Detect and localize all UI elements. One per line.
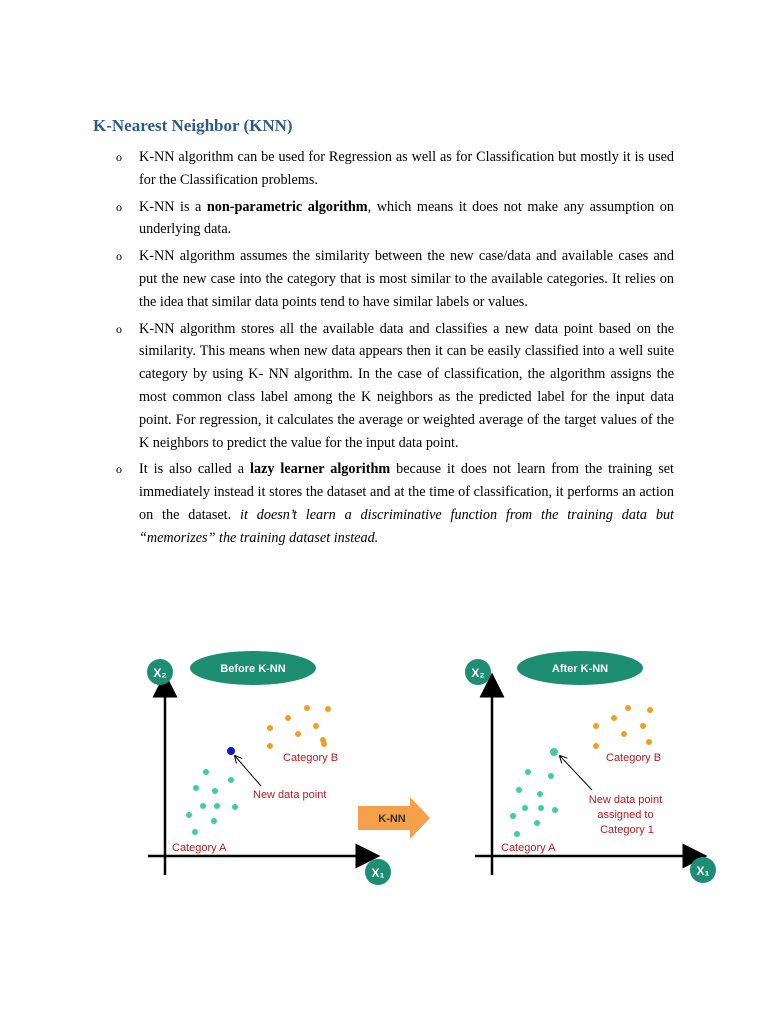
assigned-point-label: New data point assigned to Category 1 [588,794,663,836]
bullet-text: It is also called a [139,461,251,478]
category-a-points [510,769,558,837]
y-axis-badge [147,659,173,685]
bullet-marker: o [116,199,122,214]
svg-text:X₂: X₂ [471,666,485,680]
bullet-marker: o [116,321,122,336]
list-item [114,146,674,192]
section-heading: K-Nearest Neighbor (KNN) [93,116,293,135]
list-item [114,196,674,242]
knn-transition-arrow [358,797,430,839]
italic-text: it doesn’t learn a discriminative function from the training data but “memorizes” the training dataset instead. [139,506,674,546]
svg-text:X₂: X₂ [153,666,167,680]
right-panel [465,651,716,883]
bullet-marker: o [116,462,122,477]
category-a-label: Category A [501,842,556,854]
arrow-label: K-NN [378,813,406,825]
panel-title-badge [517,651,643,685]
svg-text:X₁: X₁ [371,866,385,880]
bullet-marker: o [116,249,122,264]
bullet-text: , which means it does not make any assumption on underlying data. [139,198,674,238]
new-data-point [227,747,235,755]
bullet-marker: o [116,150,122,164]
bullet-text: K-NN algorithm assumes the similarity between the new case/data and available cases and put the new case into the category that is most similar to the available categories. It relies on the idea that similar data points tend to have similar labels or values. [139,248,674,310]
x-axis-badge [365,859,391,885]
left-panel [147,651,391,885]
bold-term: lazy learner algorithm [250,461,391,478]
list-item [114,458,674,549]
category-b-label: Category B [606,752,662,764]
bullet-text: K-NN algorithm stores all the available data and classifies a new data point based on the similarity. This means when new data appears then it can be easily classified into a well suite category by using K- NN algorithm. In the case of classification, the algorithm assigns the most common class label among the K neighbors as the predicted label for the input data point. For regression, it calculates the average or weighted average of the target values of the K neighbors to predict the value for the input data point. [139,320,674,451]
pointer-arrow [560,756,592,790]
list-item [114,318,674,455]
y-axis-badge [465,659,491,685]
knn-figure [140,640,730,895]
bold-term: non-parametric algorithm [206,198,368,215]
x-axis-badge [690,857,716,883]
pointer-arrow [235,756,261,786]
category-a-label: Category A [172,842,227,854]
new-data-point-assigned [550,748,558,756]
category-b-label: Category B [283,752,339,764]
bullet-list [114,146,674,554]
panel-title-badge [190,651,316,685]
bullet-text: K-NN algorithm can be used for Regression as well as for Classification but mostly it is used for the Classification problems. [139,149,674,188]
bullet-text: because it does not learn from the training set immediately instead it stores the dataset and at the time of classification, it performs an action on the dataset. [139,461,675,523]
category-b-points [267,705,331,749]
new-point-label: New data point [253,789,327,801]
svg-text:After K-NN: After K-NN [551,663,609,675]
svg-text:X₁: X₁ [696,864,710,878]
knn-diagram [140,640,730,890]
category-b-points [593,705,653,749]
list-item [114,245,674,313]
category-a-points [186,769,238,835]
svg-text:Before K-NN: Before K-NN [220,663,286,675]
bullet-text: K-NN is a [139,198,207,215]
